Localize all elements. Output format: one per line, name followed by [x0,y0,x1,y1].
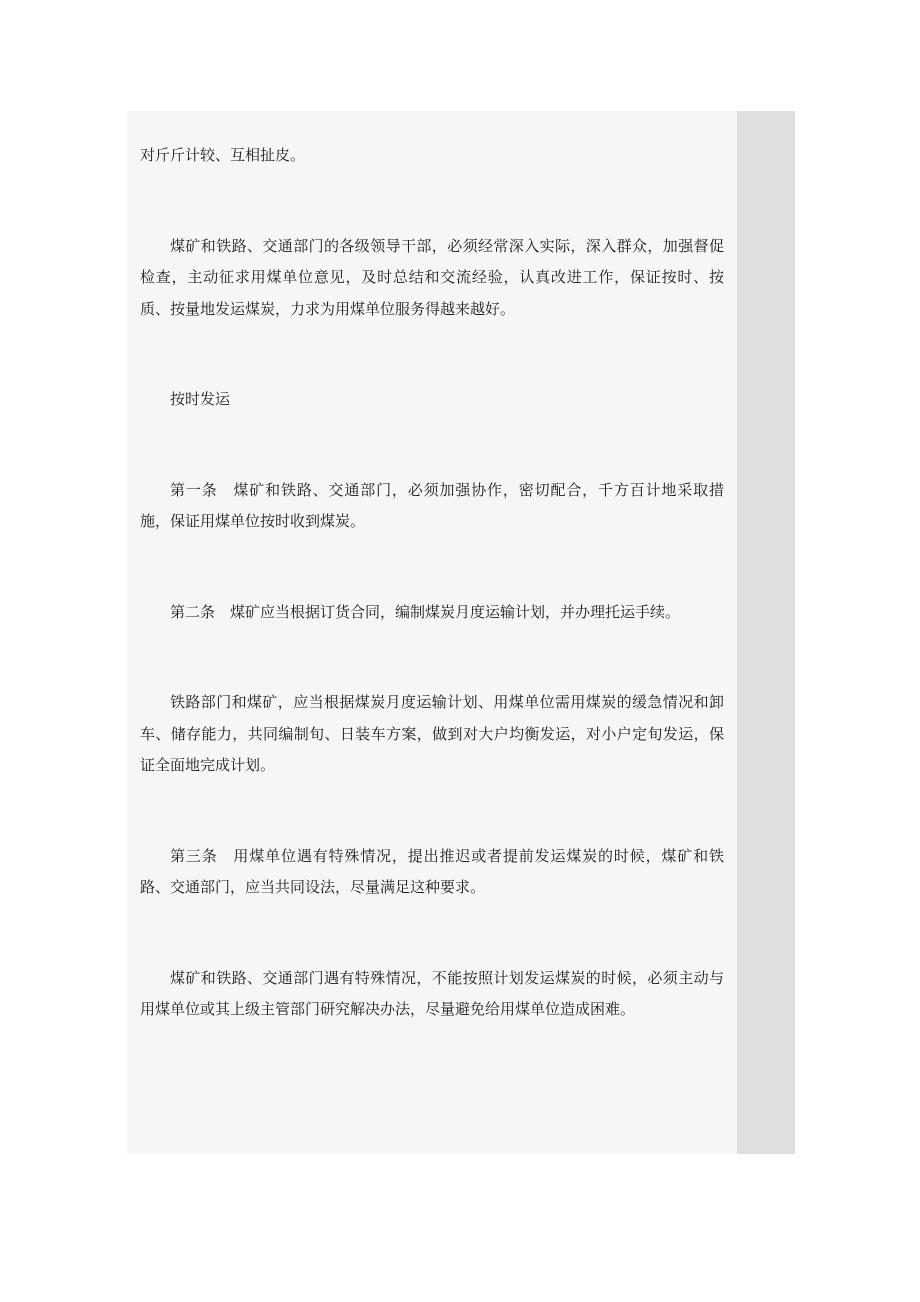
paragraph-2: 煤矿和铁路、交通部门的各级领导干部，必须经常深入实际，深入群众，加强督促检查，主动征求用煤单位意见，及时总结和交流经验，认真改进工作，保证按时、按质、按量地发运煤炭，力求为用煤单位服务得越来越好。 [140,236,724,318]
paragraph-1: 对斤斤计较、互相扯皮。 [140,146,306,164]
page-side-margin [737,111,795,1154]
article-3: 第三条 用煤单位遇有特殊情况，提出推迟或者提前发运煤炭的时候，煤矿和铁路、交通部门，应当共同设法，尽量满足这种要求。 [140,846,724,896]
section-heading-on-time-shipping: 按时发运 [170,390,231,408]
article-1: 第一条 煤矿和铁路、交通部门，必须加强协作，密切配合，千方百计地采取措施，保证用煤单位按时收到煤炭。 [140,480,724,530]
paragraph-8: 煤矿和铁路、交通部门遇有特殊情况，不能按照计划发运煤炭的时候，必须主动与用煤单位或其上级主管部门研究解决办法，尽量避免给用煤单位造成困难。 [140,968,724,1018]
article-2: 第二条 煤矿应当根据订货合同，编制煤炭月度运输计划，并办理托运手续。 [170,602,681,621]
paragraph-6: 铁路部门和煤矿，应当根据煤炭月度运输计划、用煤单位需用煤炭的缓急情况和卸车、储存能力，共同编制旬、日装车方案，做到对大户均衡发运，对小户定旬发运，保证全面地完成计划。 [140,693,724,774]
document-body [140,140,724,1085]
